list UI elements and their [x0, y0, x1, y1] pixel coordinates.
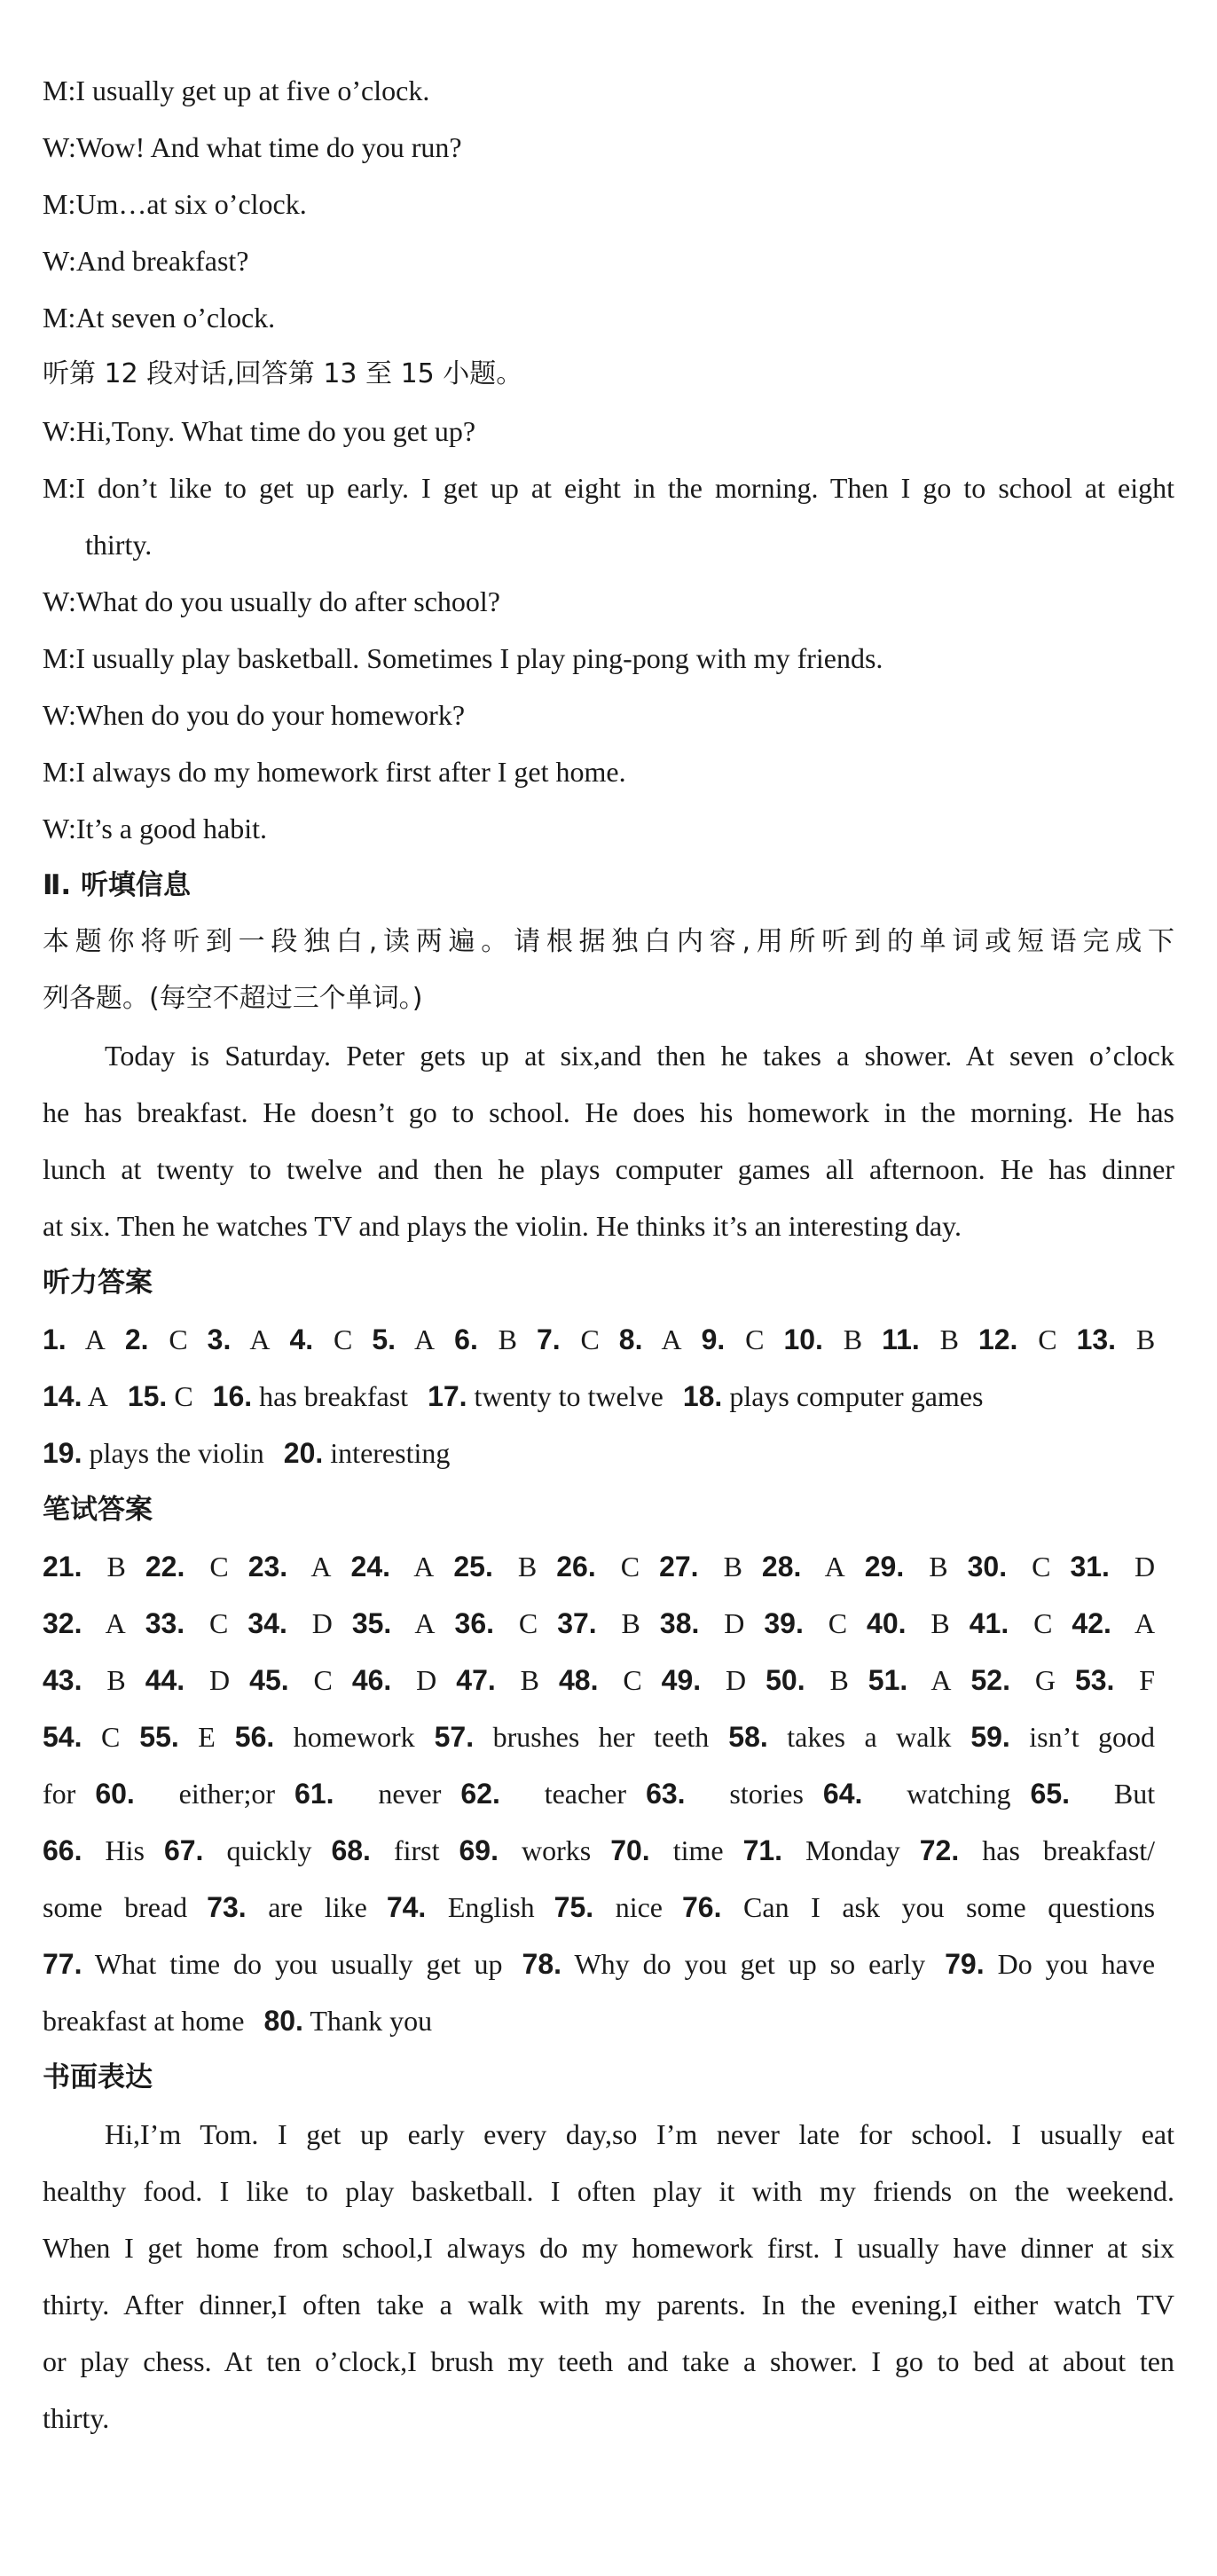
answer-value: F — [1139, 1664, 1156, 1696]
written-answers-title: 笔试答案 — [43, 1494, 153, 1526]
dialogue-line: W:It’s a good habit. — [43, 813, 267, 844]
question-number: 77. — [43, 1948, 82, 1980]
answer-item — [43, 1437, 264, 1469]
answer-item — [454, 1323, 517, 1355]
question-number: 71. — [742, 1834, 783, 1866]
question-number: 63. — [646, 1778, 686, 1810]
answer-value: A — [84, 1323, 106, 1355]
question-number: 43. — [43, 1664, 82, 1696]
question-number: 50. — [766, 1664, 805, 1696]
question-number: 57. — [434, 1721, 475, 1753]
answer-item — [43, 2005, 244, 2037]
answer-value: C — [209, 1607, 229, 1639]
answer-value: D — [724, 1607, 745, 1639]
answer-value: homework — [293, 1721, 415, 1753]
answer-item — [43, 1891, 187, 1923]
answer-value: never — [378, 1778, 442, 1810]
answer-item — [213, 1380, 408, 1412]
answer-item — [559, 1664, 642, 1696]
dialogue-line: M:At seven o’clock. — [43, 302, 276, 334]
answer-value: B — [829, 1664, 849, 1696]
question-number: 19. — [43, 1437, 82, 1469]
answer-value: A — [1134, 1607, 1156, 1639]
answer-value: C — [828, 1607, 848, 1639]
answer-item — [522, 1948, 926, 1980]
question-number: 2. — [124, 1323, 149, 1355]
answer-item — [263, 2005, 432, 2037]
answer-item — [284, 1437, 451, 1469]
question-number: 8. — [618, 1323, 643, 1355]
answer-value: plays the violin — [89, 1437, 264, 1469]
question-number: 17. — [428, 1380, 467, 1412]
question-number: 74. — [386, 1891, 427, 1923]
question-number: 33. — [145, 1607, 185, 1639]
answer-item — [128, 1380, 193, 1412]
question-number: 7. — [536, 1323, 561, 1355]
question-number: 59. — [970, 1721, 1010, 1753]
answer-item — [682, 1891, 1155, 1923]
answer-item — [619, 1323, 682, 1355]
answer-item — [95, 1778, 275, 1810]
question-number: 41. — [969, 1607, 1009, 1639]
answer-value: A — [105, 1607, 126, 1639]
answer-value: English — [447, 1891, 535, 1923]
question-number: 60. — [95, 1778, 135, 1810]
question-number: 15. — [127, 1380, 168, 1412]
question-number: 44. — [145, 1664, 185, 1696]
answer-value: has breakfast/ — [982, 1834, 1156, 1866]
answer-item — [970, 1721, 1155, 1753]
answer-item — [764, 1607, 847, 1639]
answer-item — [43, 1834, 145, 1866]
answer-value: D — [311, 1607, 333, 1639]
passage-line: at six. Then he watches TV and plays the violin. He thinks it’s an interesting day. — [43, 1210, 962, 1242]
answer-item — [1070, 1551, 1155, 1583]
answer-item — [556, 1551, 640, 1583]
answer-item — [43, 1664, 126, 1696]
answer-value: some bread — [43, 1891, 188, 1923]
answer-value: watching — [907, 1778, 1011, 1810]
answer-item — [683, 1380, 984, 1412]
question-number: 70. — [610, 1834, 650, 1866]
answer-item — [352, 1664, 436, 1696]
answer-item — [456, 1664, 539, 1696]
answer-row — [43, 1435, 1174, 1471]
answer-item — [554, 1891, 663, 1923]
answer-item — [459, 1834, 591, 1866]
answer-item — [43, 1778, 75, 1810]
answer-item — [453, 1551, 537, 1583]
answer-item — [1072, 1607, 1155, 1639]
dialogue-line: W:Hi,Tony. What time do you get up? — [43, 415, 476, 447]
answer-row — [43, 1833, 1174, 1868]
question-number: 4. — [289, 1323, 314, 1355]
dialogue-line: M:Um…at six o’clock. — [43, 188, 307, 220]
answer-item — [43, 1721, 120, 1753]
listening-answers-title: 听力答案 — [43, 1267, 153, 1299]
answer-item — [766, 1664, 849, 1696]
answer-item — [43, 1607, 126, 1639]
answer-row — [43, 2003, 1174, 2038]
answer-value: B — [843, 1323, 863, 1355]
passage-line: Today is Saturday. Peter gets up at six,and then he takes a shower. At seven o’clock — [105, 1040, 1174, 1072]
question-number: 6. — [454, 1323, 478, 1355]
dialogue-line: W:When do you do your homework? — [43, 699, 466, 731]
question-number: 45. — [249, 1664, 289, 1696]
question-number: 22. — [145, 1551, 185, 1583]
section-instructions: 本题你将听到一段独白,读两遍。请根据独白内容,用所听到的单词或短语完成下 — [43, 926, 1174, 957]
answer-value: C — [1033, 1607, 1053, 1639]
answer-row — [43, 1946, 1174, 1982]
question-number: 10. — [783, 1323, 823, 1355]
answer-value: B — [520, 1664, 539, 1696]
answer-value: C — [620, 1551, 640, 1583]
answer-value: D — [416, 1664, 437, 1696]
answer-item — [249, 1664, 333, 1696]
answer-item — [970, 1607, 1053, 1639]
answer-value: B — [517, 1551, 538, 1583]
answer-value: C — [518, 1607, 538, 1639]
answer-value: B — [106, 1664, 126, 1696]
answer-item — [1031, 1778, 1156, 1810]
answer-item — [460, 1778, 626, 1810]
answer-value: nice — [615, 1891, 663, 1923]
answer-item — [823, 1778, 1011, 1810]
writing-title: 书面表达 — [43, 2062, 153, 2093]
question-number: 9. — [701, 1323, 726, 1355]
answer-item — [662, 1664, 746, 1696]
dialogue-line: M:I usually play basketball. Sometimes I play ping-pong with my friends. — [43, 642, 883, 674]
answer-value: C — [174, 1380, 193, 1412]
answer-value: D — [1134, 1551, 1156, 1583]
answer-value: C — [580, 1323, 600, 1355]
answer-value: But — [1113, 1778, 1156, 1810]
answer-value: A — [310, 1551, 332, 1583]
answer-value: A — [87, 1380, 108, 1412]
question-number: 49. — [661, 1664, 702, 1696]
question-number: 25. — [453, 1551, 493, 1583]
dialogue-line: thirty. — [85, 529, 153, 561]
answer-item — [728, 1721, 951, 1753]
answer-item — [537, 1323, 600, 1355]
answer-value: C — [745, 1323, 765, 1355]
answer-value: breakfast at home — [43, 2005, 245, 2037]
answer-value: isn’t good — [1029, 1721, 1156, 1753]
answer-item — [865, 1551, 948, 1583]
composition-line: Hi,I’m Tom. I get up early every day,so I’m never late for school. I usually eat — [105, 2118, 1174, 2150]
question-number: 30. — [967, 1551, 1008, 1583]
answer-item — [610, 1834, 723, 1866]
question-number: 62. — [460, 1778, 500, 1810]
answer-item — [294, 1778, 441, 1810]
question-number: 56. — [234, 1721, 275, 1753]
answer-item — [351, 1551, 435, 1583]
question-number: 37. — [557, 1607, 597, 1639]
question-number: 69. — [459, 1834, 499, 1866]
question-number: 39. — [764, 1607, 804, 1639]
question-number: 26. — [556, 1551, 596, 1583]
question-number: 16. — [212, 1380, 253, 1412]
answer-value: E — [198, 1721, 216, 1753]
answer-value: twenty to twelve — [474, 1380, 663, 1412]
answer-item — [352, 1607, 436, 1639]
answer-value: has breakfast — [259, 1380, 409, 1412]
composition-line: or play chess. At ten o’clock,I brush my teeth and take a shower. I go to bed at about ten — [43, 2345, 1174, 2377]
question-number: 55. — [139, 1721, 179, 1753]
question-number: 72. — [919, 1834, 960, 1866]
answer-value: interesting — [330, 1437, 451, 1469]
answer-value: A — [414, 1607, 436, 1639]
question-number: 58. — [728, 1721, 768, 1753]
answer-value: C — [1032, 1551, 1051, 1583]
question-number: 27. — [659, 1551, 699, 1583]
answer-item — [882, 1323, 959, 1355]
answer-item — [43, 1948, 503, 1980]
answer-item — [978, 1323, 1057, 1355]
answer-item — [428, 1380, 663, 1412]
question-number: 76. — [682, 1891, 722, 1923]
answer-value: Do you have — [997, 1948, 1156, 1980]
answer-item — [743, 1834, 900, 1866]
answer-value: plays computer games — [729, 1380, 984, 1412]
answer-value: for — [43, 1778, 76, 1810]
answer-item — [1075, 1664, 1155, 1696]
answer-value: What time do you usually get up — [94, 1948, 503, 1980]
question-number: 75. — [554, 1891, 594, 1923]
answer-item — [455, 1607, 538, 1639]
section-instructions: 列各题。(每空不超过三个单词。) — [43, 983, 423, 1014]
answer-row — [43, 1776, 1174, 1811]
question-number: 11. — [882, 1323, 920, 1355]
question-number: 14. — [43, 1380, 82, 1412]
answer-value: are like — [268, 1891, 367, 1923]
question-number: 21. — [43, 1551, 82, 1583]
answer-value: Can I ask you some questions — [743, 1891, 1156, 1923]
question-number: 66. — [43, 1834, 82, 1866]
answer-item — [372, 1323, 435, 1355]
answer-item — [970, 1664, 1055, 1696]
question-number: 34. — [247, 1607, 287, 1639]
passage-line: lunch at twenty to twelve and then he plays computer games all afternoon. He has dinner — [43, 1153, 1174, 1185]
question-number: 53. — [1074, 1664, 1115, 1696]
composition-line: thirty. — [43, 2402, 110, 2434]
answer-value: C — [209, 1551, 229, 1583]
question-number: 38. — [659, 1607, 700, 1639]
answer-item — [43, 1551, 126, 1583]
answer-item — [247, 1607, 332, 1639]
answer-row — [43, 1719, 1174, 1755]
answer-item — [248, 1551, 332, 1583]
answer-item — [968, 1551, 1051, 1583]
question-number: 54. — [43, 1721, 82, 1753]
answer-item — [435, 1721, 710, 1753]
answer-value: Thank you — [310, 2005, 433, 2037]
answer-value: B — [1135, 1323, 1156, 1355]
answer-value: A — [930, 1664, 952, 1696]
answer-item — [164, 1834, 311, 1866]
dialogue-intro: 听第 12 段对话,回答第 13 至 15 小题。 — [43, 358, 523, 389]
question-number: 46. — [351, 1664, 392, 1696]
answer-value: D — [726, 1664, 747, 1696]
answer-value: B — [621, 1607, 640, 1639]
answer-value: C — [333, 1323, 353, 1355]
dialogue-line: W:And breakfast? — [43, 245, 249, 277]
question-number: 61. — [294, 1778, 334, 1810]
question-number: 35. — [351, 1607, 392, 1639]
question-number: 12. — [978, 1323, 1018, 1355]
question-number: 67. — [163, 1834, 204, 1866]
dialogue-line: W:Wow! And what time do you run? — [43, 131, 462, 163]
question-number: 42. — [1072, 1607, 1111, 1639]
answer-item — [289, 1323, 352, 1355]
question-number: 29. — [864, 1551, 905, 1583]
answer-item — [145, 1607, 229, 1639]
answer-value: B — [106, 1551, 126, 1583]
answer-value: A — [414, 1323, 436, 1355]
answer-item — [43, 1323, 106, 1355]
answer-item — [125, 1323, 188, 1355]
question-number: 3. — [207, 1323, 232, 1355]
answer-value: works — [521, 1834, 592, 1866]
dialogue-line: M:I don’t like to get up early. I get up at eight in the morning. Then I go to school at eight — [43, 472, 1174, 504]
answer-value: C — [623, 1664, 642, 1696]
dialogue-line: M:I always do my homework first after I get home. — [43, 756, 626, 788]
question-number: 23. — [247, 1551, 288, 1583]
answer-value: A — [249, 1323, 271, 1355]
answer-item — [920, 1834, 1155, 1866]
answer-item — [868, 1664, 952, 1696]
answer-item — [660, 1607, 744, 1639]
answer-value: time — [672, 1834, 724, 1866]
answer-item — [207, 1891, 367, 1923]
answer-item — [208, 1323, 271, 1355]
answer-item — [762, 1551, 845, 1583]
answer-value: B — [939, 1323, 959, 1355]
answer-item — [235, 1721, 415, 1753]
answer-value: quickly — [226, 1834, 312, 1866]
answer-item — [387, 1891, 535, 1923]
dialogue-line: M:I usually get up at five o’clock. — [43, 75, 430, 106]
dialogue-line: W:What do you usually do after school? — [43, 585, 500, 617]
answer-value: His — [105, 1834, 145, 1866]
question-number: 51. — [868, 1664, 908, 1696]
question-number: 78. — [522, 1948, 562, 1980]
answer-value: B — [723, 1551, 742, 1583]
question-number: 40. — [867, 1607, 907, 1639]
answer-value: A — [824, 1551, 845, 1583]
answer-item — [145, 1551, 229, 1583]
answer-value: A — [413, 1551, 435, 1583]
answer-item — [659, 1551, 742, 1583]
question-number: 79. — [945, 1948, 985, 1980]
answer-value: brushes her teeth — [492, 1721, 710, 1753]
question-number: 18. — [682, 1380, 723, 1412]
question-number: 5. — [372, 1323, 396, 1355]
answer-value: B — [498, 1323, 517, 1355]
question-number: 68. — [331, 1834, 371, 1866]
answer-value: takes a walk — [787, 1721, 952, 1753]
answer-value: either;or — [178, 1778, 276, 1810]
section-title: Ⅱ. 听填信息 — [43, 869, 191, 901]
answer-value: C — [313, 1664, 333, 1696]
question-number: 47. — [456, 1664, 496, 1696]
answer-value: teacher — [544, 1778, 627, 1810]
answer-item — [331, 1834, 439, 1866]
answer-value: C — [1038, 1323, 1057, 1355]
answer-item — [702, 1323, 765, 1355]
answer-value: C — [169, 1323, 188, 1355]
answer-item — [945, 1948, 1155, 1980]
question-number: 24. — [350, 1551, 391, 1583]
answer-value: Monday — [805, 1834, 900, 1866]
answer-value: Why do you get up so early — [574, 1948, 926, 1980]
answer-item — [1077, 1323, 1156, 1355]
answer-value: B — [929, 1551, 948, 1583]
answer-item — [43, 1380, 108, 1412]
answer-row — [43, 1549, 1174, 1584]
question-number: 32. — [43, 1607, 82, 1639]
answer-value: D — [209, 1664, 231, 1696]
question-number: 1. — [43, 1323, 67, 1355]
answer-value: A — [661, 1323, 682, 1355]
question-number: 64. — [822, 1778, 863, 1810]
question-number: 20. — [283, 1437, 324, 1469]
answer-value: first — [393, 1834, 440, 1866]
question-number: 48. — [558, 1664, 599, 1696]
answer-value: stories — [729, 1778, 804, 1810]
passage-line: he has breakfast. He doesn’t go to school. He does his homework in the morning. He has — [43, 1096, 1174, 1128]
answer-value: G — [1034, 1664, 1056, 1696]
answer-item — [557, 1607, 640, 1639]
question-number: 52. — [970, 1664, 1010, 1696]
composition-line: When I get home from school,I always do my homework first. I usually have dinner at six — [43, 2232, 1174, 2264]
answer-item — [145, 1664, 230, 1696]
answer-row — [43, 1378, 1174, 1414]
answer-item — [646, 1778, 804, 1810]
question-number: 31. — [1070, 1551, 1110, 1583]
composition-line: thirty. After dinner,I often take a walk with my parents. In the evening,I either watch TV — [43, 2289, 1174, 2321]
answer-item — [783, 1323, 862, 1355]
answer-row — [43, 1889, 1174, 1925]
answer-value: C — [100, 1721, 121, 1753]
question-number: 65. — [1030, 1778, 1071, 1810]
question-number: 28. — [761, 1551, 802, 1583]
question-number: 73. — [207, 1891, 247, 1923]
answer-item — [139, 1721, 216, 1753]
composition-line: healthy food. I like to play basketball. I often play it with my friends on the weekend. — [43, 2175, 1174, 2207]
question-number: 80. — [263, 2005, 303, 2037]
answer-row — [43, 1662, 1174, 1698]
answer-row — [43, 1606, 1174, 1641]
answer-item — [867, 1607, 950, 1639]
answer-row — [43, 1322, 1174, 1357]
answer-value: B — [930, 1607, 950, 1639]
question-number: 13. — [1076, 1323, 1117, 1355]
question-number: 36. — [454, 1607, 494, 1639]
